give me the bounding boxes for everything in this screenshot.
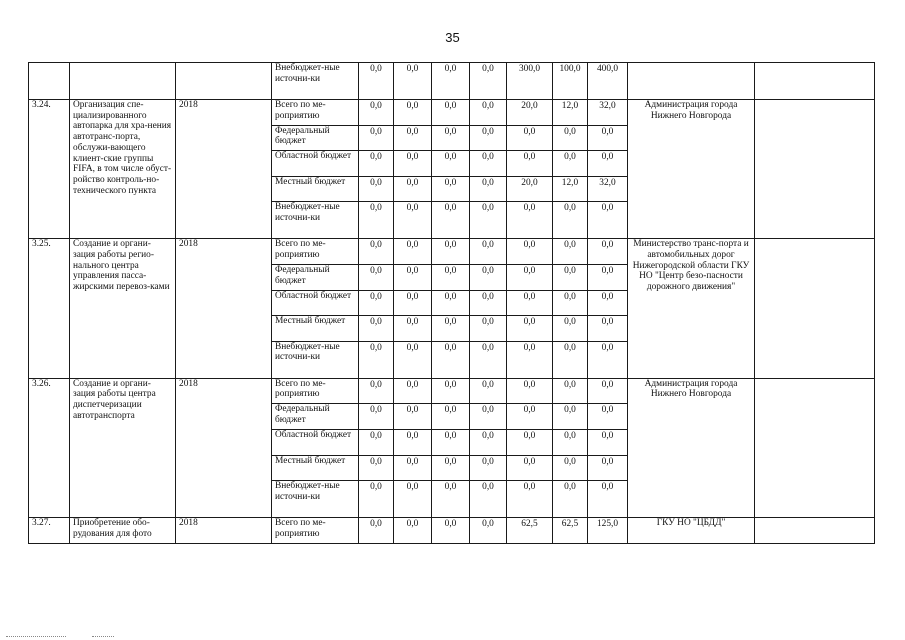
table-row [29,518,875,544]
value-cell: 0,0 [359,125,394,151]
value-cell: 0,0 [432,125,470,151]
note-cell [755,63,875,100]
funding-source-cell: Местный бюджет [272,176,359,202]
page-number: 35 [445,30,460,45]
item-note [755,239,875,378]
funding-source-cell: Всего по ме-роприятию [272,378,359,404]
table-row [29,63,875,100]
value-cell: 62,5 [507,518,553,544]
value-cell: 0,0 [359,341,394,378]
item-index: 3.27. [29,518,70,544]
value-cell: 100,0 [553,63,588,100]
value-cell: 0,0 [359,264,394,290]
item-index: 3.26. [29,378,70,517]
value-cell: 0,0 [359,239,394,265]
value-cell: 0,0 [553,481,588,518]
value-cell: 0,0 [470,151,507,177]
table-row [29,100,875,126]
value-cell: 0,0 [432,518,470,544]
value-cell: 0,0 [470,455,507,481]
value-cell: 0,0 [470,429,507,455]
item-year: 2018 [176,239,272,378]
value-cell: 0,0 [432,429,470,455]
value-cell: 0,0 [553,429,588,455]
value-cell: 0,0 [507,290,553,316]
funding-source-cell: Областной бюджет [272,151,359,177]
value-cell: 0,0 [470,202,507,239]
value-cell: 0,0 [432,264,470,290]
value-cell: 0,0 [394,455,432,481]
funding-source-cell: Всего по ме-роприятию [272,518,359,544]
value-cell: 0,0 [507,378,553,404]
item-index: 3.24. [29,100,70,239]
value-cell: 0,0 [359,176,394,202]
value-cell: 62,5 [553,518,588,544]
responsible-cell [628,63,755,100]
value-cell: 0,0 [432,151,470,177]
value-cell: 0,0 [432,378,470,404]
value-cell: 0,0 [553,264,588,290]
value-cell: 0,0 [507,455,553,481]
value-cell: 0,0 [588,151,628,177]
value-cell: 0,0 [432,316,470,342]
item-title: Организация спе-циализированного автопарка для хра-нения автотранс-порта, обслужи-вающего клиент-ские группы FIFA, в том числе обуст-ройство контроль-но-технического пункта [70,100,176,239]
funding-source-cell: Областной бюджет [272,429,359,455]
value-cell: 0,0 [359,316,394,342]
funding-source-cell: Федеральный бюджет [272,404,359,430]
value-cell: 400,0 [588,63,628,100]
value-cell: 0,0 [588,239,628,265]
value-cell: 0,0 [394,100,432,126]
value-cell: 0,0 [588,264,628,290]
funding-source-cell: Местный бюджет [272,316,359,342]
value-cell: 0,0 [394,481,432,518]
item-index: 3.25. [29,239,70,378]
table-row [29,378,875,404]
funding-source-cell: Местный бюджет [272,455,359,481]
value-cell: 0,0 [394,316,432,342]
value-cell: 0,0 [507,429,553,455]
value-cell: 0,0 [470,63,507,100]
item-title: Создание и органи-зация работы центра диспетчеризации автотранспорта [70,378,176,517]
value-cell: 0,0 [507,202,553,239]
value-cell: 0,0 [553,316,588,342]
item-responsible: Министерство транс-порта и автомобильных дорог Нижегородской области ГКУ НО "Центр безо-пасности дорожного движения" [628,239,755,378]
value-cell: 0,0 [553,404,588,430]
value-cell: 0,0 [553,151,588,177]
scan-artifact-line [92,636,114,638]
value-cell: 0,0 [432,455,470,481]
value-cell: 20,0 [507,176,553,202]
value-cell: 0,0 [432,63,470,100]
title-cell [70,63,176,100]
value-cell: 0,0 [432,239,470,265]
item-responsible: Администрация города Нижнего Новгорода [628,378,755,517]
value-cell: 0,0 [359,202,394,239]
value-cell: 0,0 [394,378,432,404]
value-cell: 0,0 [470,290,507,316]
value-cell: 0,0 [553,239,588,265]
value-cell: 20,0 [507,100,553,126]
value-cell: 0,0 [432,176,470,202]
value-cell: 0,0 [359,455,394,481]
funding-source-cell: Внебюджет-ные источни-ки [272,341,359,378]
value-cell: 0,0 [470,176,507,202]
value-cell: 0,0 [394,202,432,239]
budget-table [28,62,875,544]
value-cell: 0,0 [588,316,628,342]
value-cell: 0,0 [507,239,553,265]
value-cell: 0,0 [553,290,588,316]
value-cell: 0,0 [432,481,470,518]
index-cell [29,63,70,100]
item-title: Создание и органи-зация работы регио-нального центра управления пасса-жирскими перевоз-ками [70,239,176,378]
scan-artifact-line [6,636,66,638]
funding-source-cell: Внебюджет-ные источни-ки [272,481,359,518]
value-cell: 0,0 [359,290,394,316]
value-cell: 0,0 [470,239,507,265]
item-responsible: ГКУ НО "ЦБДД" [628,518,755,544]
value-cell: 0,0 [432,341,470,378]
value-cell: 0,0 [359,100,394,126]
value-cell: 32,0 [588,176,628,202]
value-cell: 0,0 [470,404,507,430]
value-cell: 0,0 [588,455,628,481]
value-cell: 0,0 [588,290,628,316]
value-cell: 0,0 [470,341,507,378]
item-responsible: Администрация города Нижнего Новгорода [628,100,755,239]
value-cell: 0,0 [470,481,507,518]
value-cell: 0,0 [470,100,507,126]
table-row [29,239,875,265]
value-cell: 0,0 [394,264,432,290]
value-cell: 0,0 [359,151,394,177]
value-cell: 0,0 [588,404,628,430]
value-cell: 0,0 [394,518,432,544]
value-cell: 125,0 [588,518,628,544]
value-cell: 0,0 [432,404,470,430]
value-cell: 0,0 [394,63,432,100]
value-cell: 0,0 [470,518,507,544]
value-cell: 0,0 [394,429,432,455]
value-cell: 0,0 [470,378,507,404]
item-year: 2018 [176,378,272,517]
year-cell [176,63,272,100]
value-cell: 0,0 [507,404,553,430]
item-year: 2018 [176,100,272,239]
value-cell: 0,0 [470,264,507,290]
value-cell: 0,0 [359,63,394,100]
value-cell: 0,0 [507,151,553,177]
value-cell: 0,0 [432,290,470,316]
value-cell: 0,0 [394,125,432,151]
funding-source-cell: Областной бюджет [272,290,359,316]
value-cell: 0,0 [359,404,394,430]
value-cell: 0,0 [553,341,588,378]
funding-source-cell: Внебюджет-ные источни-ки [272,202,359,239]
value-cell: 12,0 [553,176,588,202]
value-cell: 0,0 [588,481,628,518]
value-cell: 0,0 [359,518,394,544]
item-note [755,100,875,239]
value-cell: 0,0 [432,202,470,239]
value-cell: 12,0 [553,100,588,126]
value-cell: 0,0 [553,378,588,404]
value-cell: 0,0 [394,151,432,177]
value-cell: 0,0 [507,264,553,290]
value-cell: 0,0 [553,125,588,151]
funding-source-cell: Всего по ме-роприятию [272,100,359,126]
value-cell: 0,0 [507,316,553,342]
item-note [755,518,875,544]
value-cell: 0,0 [588,125,628,151]
funding-source-cell: Внебюджет-ные источни-ки [272,63,359,100]
value-cell: 0,0 [588,202,628,239]
value-cell: 0,0 [394,341,432,378]
funding-source-cell: Федеральный бюджет [272,125,359,151]
value-cell: 0,0 [359,481,394,518]
value-cell: 0,0 [394,176,432,202]
value-cell: 0,0 [588,341,628,378]
value-cell: 300,0 [507,63,553,100]
value-cell: 0,0 [359,378,394,404]
value-cell: 0,0 [507,341,553,378]
value-cell: 0,0 [394,404,432,430]
value-cell: 0,0 [470,125,507,151]
value-cell: 0,0 [588,378,628,404]
value-cell: 0,0 [359,429,394,455]
value-cell: 0,0 [432,100,470,126]
value-cell: 0,0 [553,455,588,481]
value-cell: 0,0 [394,290,432,316]
value-cell: 0,0 [394,239,432,265]
value-cell: 0,0 [507,481,553,518]
funding-source-cell: Федеральный бюджет [272,264,359,290]
item-year: 2018 [176,518,272,544]
item-title: Приобретение обо-рудования для фото [70,518,176,544]
value-cell: 32,0 [588,100,628,126]
funding-source-cell: Всего по ме-роприятию [272,239,359,265]
value-cell: 0,0 [588,429,628,455]
item-note [755,378,875,517]
value-cell: 0,0 [470,316,507,342]
value-cell: 0,0 [553,202,588,239]
value-cell: 0,0 [507,125,553,151]
